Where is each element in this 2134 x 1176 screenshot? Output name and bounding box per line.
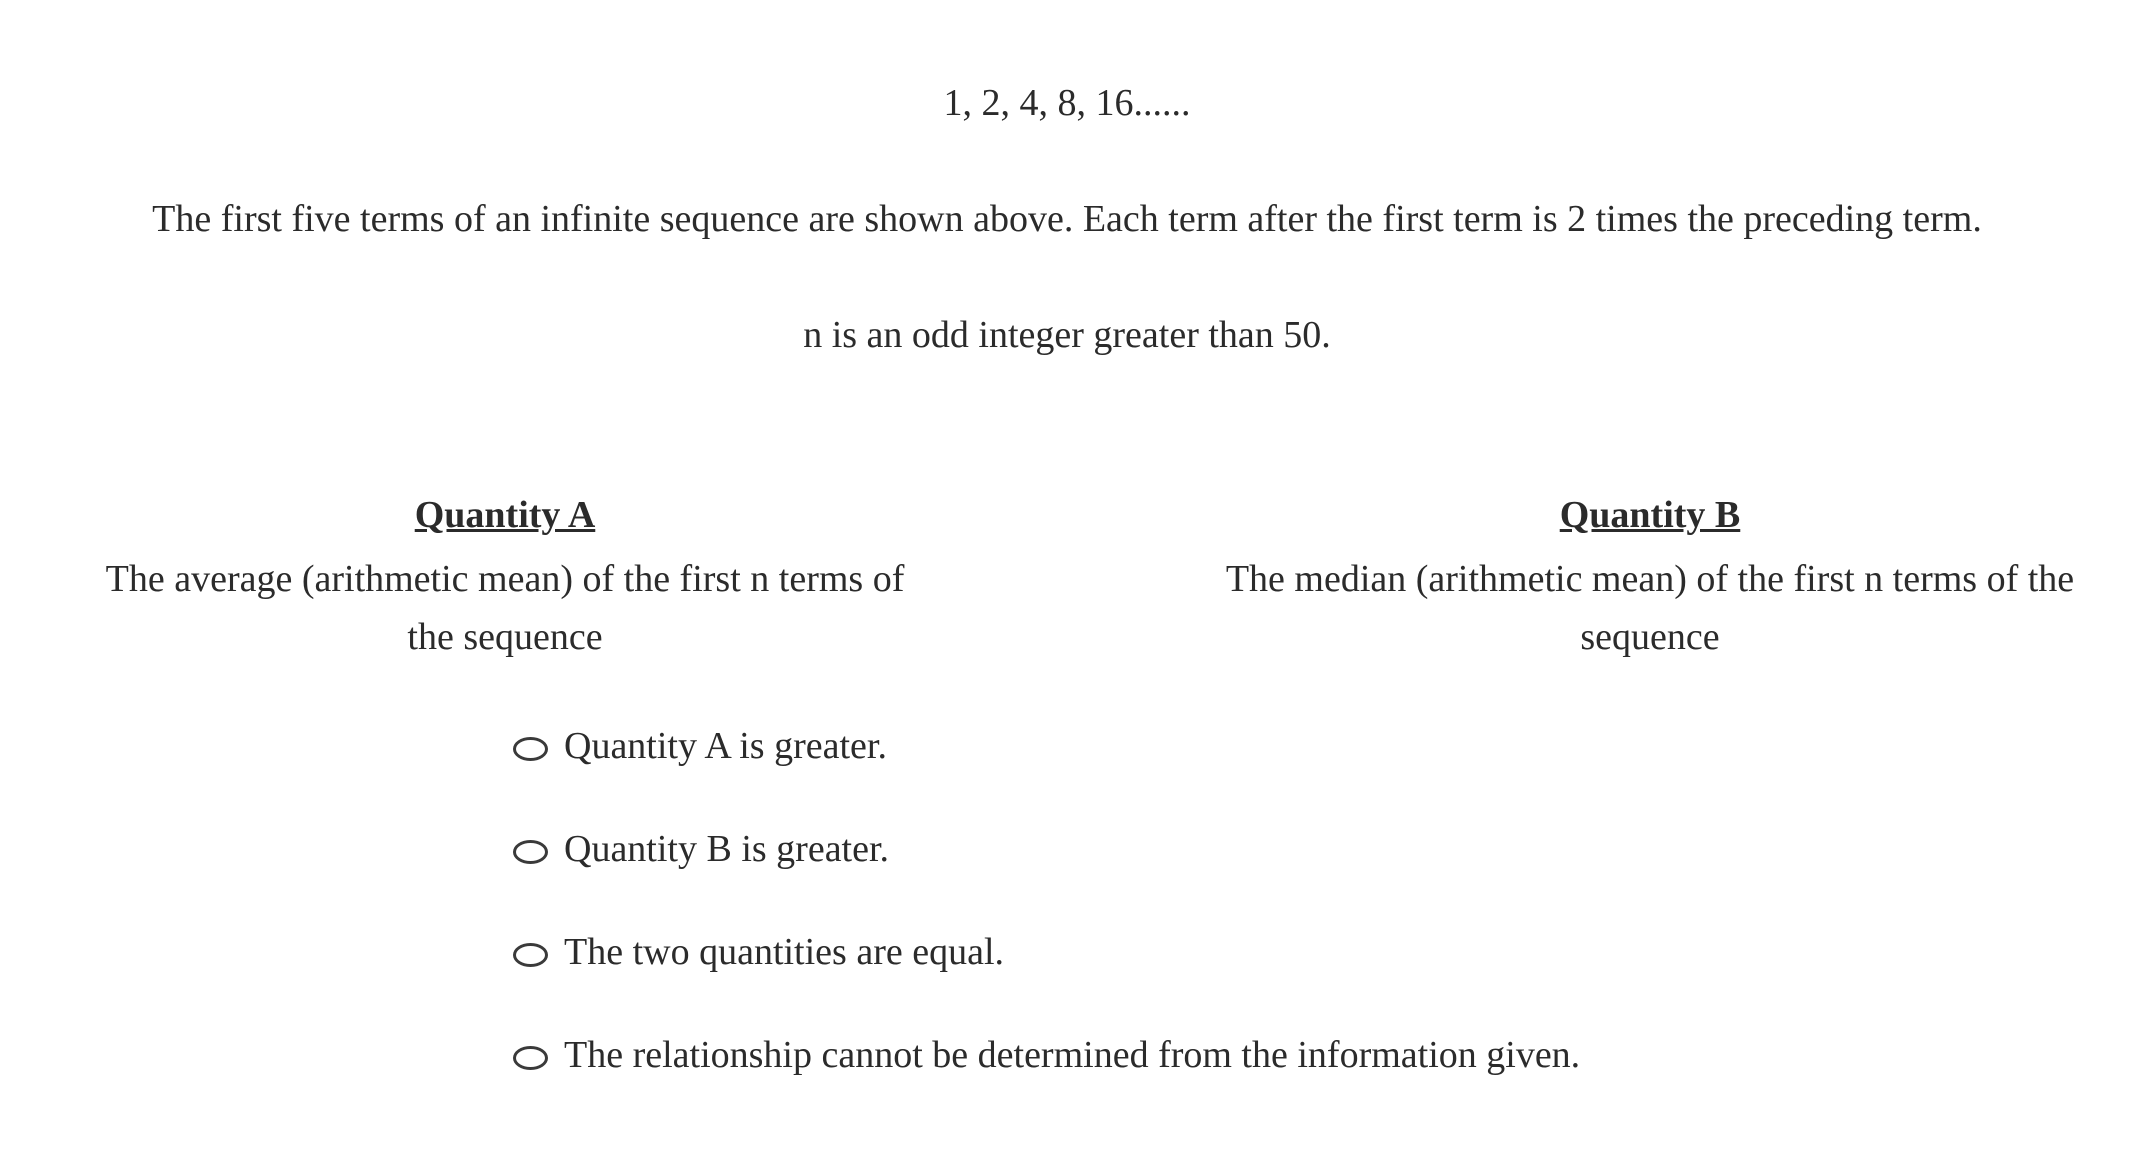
choice-a-greater[interactable] [513, 722, 1580, 770]
choice-label[interactable]: Quantity A is greater. [564, 725, 887, 767]
choice-b-greater[interactable] [513, 825, 1580, 873]
choice-label[interactable]: The two quantities are equal. [564, 931, 1005, 973]
radio-icon[interactable] [513, 840, 548, 864]
quantity-a-heading: Quantity A [414, 494, 596, 536]
answer-choices [513, 722, 1580, 1134]
sequence-text: 1, 2, 4, 8, 16...... [943, 82, 1191, 124]
choice-label[interactable]: The relationship cannot be determined from the information given. [564, 1034, 1581, 1076]
choice-label[interactable]: Quantity B is greater. [564, 828, 890, 870]
quantity-b-column [1225, 492, 2075, 666]
choice-cannot-determine[interactable] [513, 1031, 1580, 1079]
radio-icon[interactable] [513, 1046, 548, 1070]
question-condition: n is an odd integer greater than 50. [803, 314, 1331, 356]
radio-icon[interactable] [513, 943, 548, 967]
quantity-a-text: The average (arithmetic mean) of the first n terms of the sequence [105, 558, 905, 658]
radio-icon[interactable] [513, 737, 548, 761]
question-statement: The first five terms of an infinite sequence are shown above. Each term after the first term is 2 times the preceding term. [152, 198, 1982, 240]
choice-equal[interactable] [513, 928, 1580, 976]
quantity-b-text: The median (arithmetic mean) of the first n terms of the sequence [1225, 558, 2075, 658]
quantity-b-heading: Quantity B [1559, 494, 1741, 536]
quantity-a-column [80, 492, 930, 666]
